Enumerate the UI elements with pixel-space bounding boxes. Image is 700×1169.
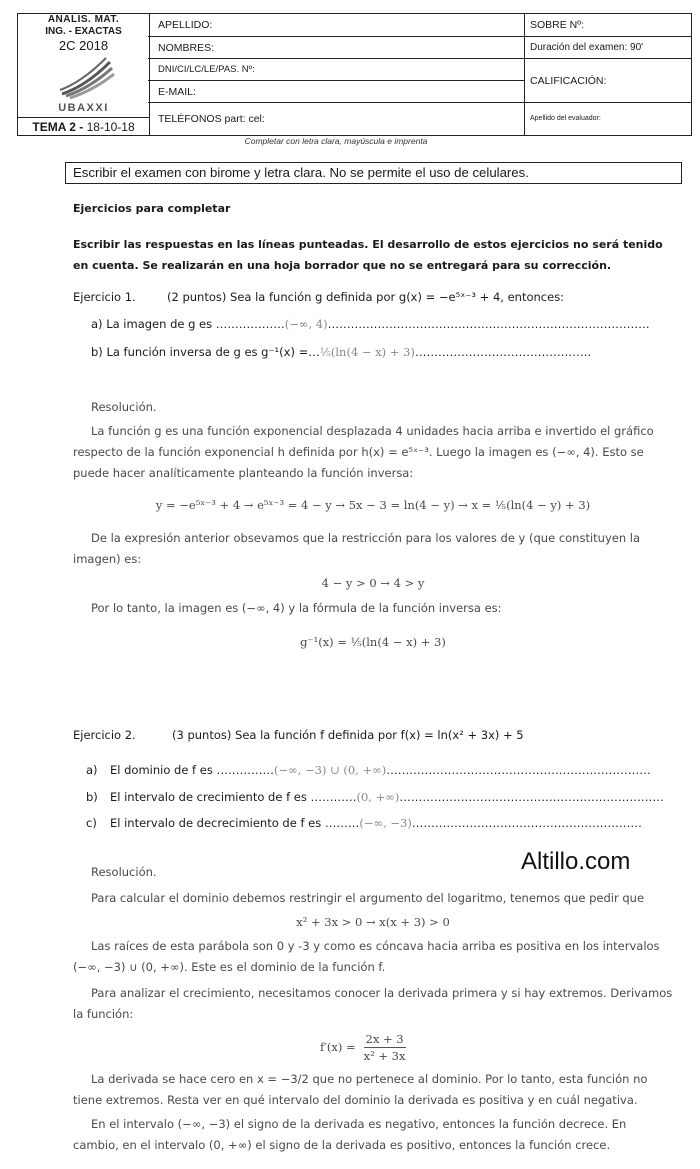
calificacion-field[interactable]: CALIFICACIÓN:	[525, 59, 691, 103]
exam-date: 18-10-18	[86, 120, 135, 134]
ex1-a-prefix: a) La imagen de g es ………………	[91, 317, 285, 331]
nombres-field[interactable]: NOMBRES:	[148, 37, 524, 59]
ex2-resolution-title: Resolución.	[91, 865, 157, 879]
ex1-equation-2: 4 − y > 0 → 4 > y	[321, 576, 425, 590]
ex1-resolution-p3: Por lo tanto, la imagen es (−∞, 4) y la fórmula de la función inversa es:	[91, 601, 502, 615]
ex1-a-answer[interactable]: (−∞, 4)	[284, 317, 328, 331]
watermark: Altillo.com	[521, 848, 631, 875]
ex1-b-answer[interactable]: ⅕(ln(4 − x) + 3)	[319, 345, 415, 359]
exam-header	[17, 13, 691, 135]
ex1-b-dots: ……………………………………….	[414, 345, 592, 359]
ex2-b-dots: ……………………………………………………………	[399, 790, 664, 804]
duracion-label: Duración del examen: 90'	[525, 37, 691, 59]
fill-note: Completar con letra clara, mayúscula e imprenta	[244, 136, 428, 146]
ex2-a-prefix: El dominio de f es ……………	[110, 763, 274, 777]
exam-banner: Escribir el examen con birome y letra clara. No se permite el uso de celulares.	[65, 162, 682, 184]
ex2-eq2-numerator: 2x + 3	[365, 1031, 404, 1046]
ex2-a-dots: ……………………………………………………………	[386, 763, 651, 777]
logo-career: ING. - EXACTAS	[45, 26, 122, 37]
logo-box	[17, 13, 150, 136]
ex2-equation-2	[320, 1029, 407, 1065]
student-fields	[148, 13, 525, 136]
logo-subject: ANALIS. MAT.	[47, 14, 120, 25]
ex2-b-marker: b)	[86, 790, 98, 804]
ex1-b-prefix: b) La función inversa de g es g⁻¹(x) =…	[91, 345, 320, 359]
ex1-resolution-title: Resolución.	[91, 400, 157, 414]
ex1-equation-3: g⁻¹(x) = ⅕(ln(4 − x) + 3)	[300, 635, 446, 649]
ex2-eq2-denominator: x² + 3x	[363, 1048, 406, 1063]
ubaxxi-logo-icon	[56, 56, 116, 102]
ex2-item-c	[86, 813, 681, 834]
ex1-item-b	[91, 342, 681, 363]
ex2-c-answer[interactable]: (−∞, −3)	[359, 816, 412, 830]
ex1-item-a	[91, 314, 681, 335]
ex2-resolution-p4: La derivada se hace cero en x = −3/2 que no pertenece al dominio. Por lo tanto, esta función no tiene extremos. Resta ver en qué intervalo del dominio la derivada es positiva y en cuál negativa.	[73, 1072, 648, 1107]
ex2-resolution-p3: Para analizar el crecimiento, necesitamos conocer la derivada primera y si hay extremos. Derivamos la función:	[73, 986, 673, 1021]
ex2-a-answer[interactable]: (−∞, −3) ∪ (0, +∞)	[273, 763, 387, 777]
ex2-statement: (3 puntos) Sea la función f definida por f(x) = ln(x² + 3x) + 5	[172, 728, 524, 742]
ex2-item-b	[86, 787, 681, 808]
ex2-equation-1: x² + 3x > 0 → x(x + 3) > 0	[296, 915, 450, 929]
ex2-resolution-p2: Las raíces de esta parábola son 0 y -3 y como es cóncava hacia arriba es positiva en los intervalos (−∞, −3) ∪ (0, +∞). Este es el dominio de la función f.	[73, 939, 660, 974]
email-field[interactable]: E-MAIL:	[148, 81, 524, 103]
ex1-equation-1: y = −e⁵ˣ⁻³ + 4 → e⁵ˣ⁻³ = 4 − y → 5x − 3 = ln(4 − y) → x = ⅕(ln(4 − y) + 3)	[155, 498, 591, 512]
ex1-resolution-p1: La función g es una función exponencial desplazada 4 unidades hacia arriba e invertido el gráfico respecto de la función exponencial h definida por h(x) = e⁵ˣ⁻³. Luego la imagen es (−∞, 4). Esto se puede hacer analíticamente planteando la función inversa:	[73, 424, 654, 480]
instructions: Escribir las respuestas en las líneas punteadas. El desarrollo de estos ejercicios no será tenido en cuenta. Se realizarán en una hoja borrador que no se entregará para su corrección.	[73, 238, 663, 272]
period-label: 2C 2018	[58, 38, 109, 53]
dni-field[interactable]: DNI/CI/LC/LE/PAS. Nº:	[148, 59, 524, 81]
telefonos-field[interactable]: TELÉFONOS part: cel:	[158, 113, 265, 125]
ex1-label: Ejercicio 1.	[73, 290, 136, 304]
institution-label: UBAXXI	[58, 102, 109, 114]
ex1-statement: (2 puntos) Sea la función g definida por g(x) = −e⁵ˣ⁻³ + 4, entonces:	[167, 290, 565, 304]
evaluador-field[interactable]: Apellido del evaluador:	[530, 115, 601, 122]
ex2-a-marker: a)	[86, 763, 98, 777]
ex2-c-marker: c)	[86, 816, 97, 830]
ex1-a-dots: …………………………………………………………………………	[327, 317, 650, 331]
ex2-c-prefix: El intervalo de decrecimiento de f es ………	[110, 816, 360, 830]
ex2-label: Ejercicio 2.	[73, 728, 136, 742]
apellido-field[interactable]: APELLIDO:	[148, 14, 524, 37]
ex2-c-dots: ……………………………………………………	[411, 816, 642, 830]
section-title: Ejercicios para completar	[73, 202, 231, 215]
ex2-b-answer[interactable]: (0, +∞)	[356, 790, 400, 804]
ex2-item-a	[86, 760, 681, 781]
ex2-b-prefix: El intervalo de crecimiento de f es …………	[110, 790, 357, 804]
ex2-resolution-p5: En el intervalo (−∞, −3) el signo de la derivada es negativo, entonces la función decrece. En cambio, en el intervalo (0, +∞) el signo de la derivada es positivo, entonces la función crece.	[73, 1117, 627, 1152]
ex2-eq2-lhs: f′(x) =	[320, 1040, 356, 1054]
grading-fields	[524, 13, 692, 136]
tema-date	[18, 117, 149, 136]
ex1-resolution-p2: De la expresión anterior obsevamos que la restricción para los valores de y (que constituyen la imagen) es:	[73, 531, 641, 566]
ex2-eq2-fraction	[362, 1031, 408, 1064]
tema-label: TEMA 2 -	[32, 120, 84, 134]
ex2-resolution-p1: Para calcular el dominio debemos restringir el argumento del logaritmo, tenemos que pedir que	[91, 891, 645, 905]
sobre-field[interactable]: SOBRE Nº:	[525, 14, 691, 37]
